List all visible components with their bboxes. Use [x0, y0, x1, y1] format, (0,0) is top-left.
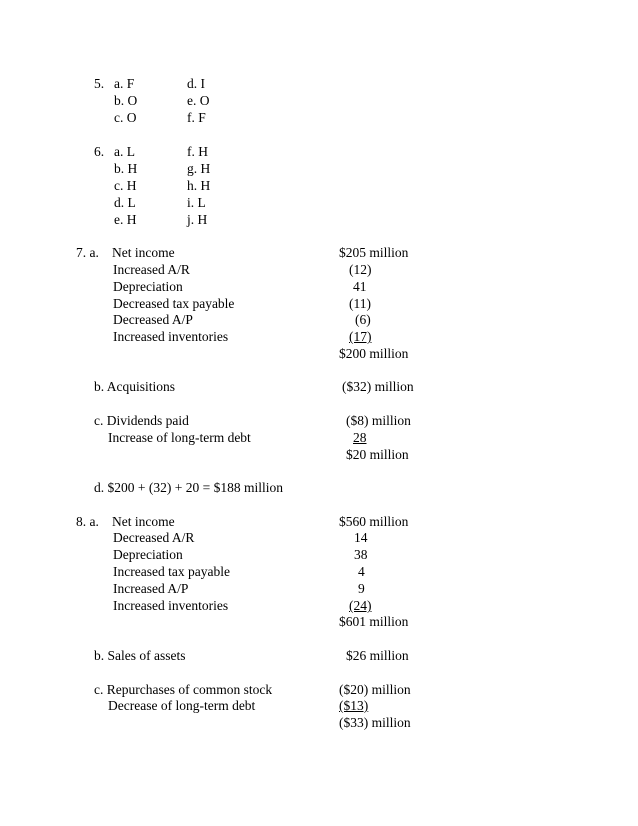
q7a-label: Increased A/R [113, 262, 190, 277]
q8a-total: $601 million [339, 614, 409, 629]
q7a-label: Increased inventories [113, 329, 229, 344]
q8c-value: ($13) [339, 698, 369, 713]
q8a-value: (24) [349, 598, 372, 613]
q6-answer-g: g. H [187, 161, 211, 176]
q7b-value: ($32) million [342, 379, 414, 394]
q7a-label: Net income [112, 245, 175, 260]
q7c-label: Increase of long-term debt [108, 430, 251, 445]
q8c-total: ($33) million [339, 715, 411, 730]
q8a-value: 9 [358, 581, 365, 596]
q6-answer-b: b. H [114, 161, 138, 176]
q7c-value: 28 [353, 430, 367, 445]
q7a-label: Decreased tax payable [113, 296, 235, 311]
q7-number: 7. a. [76, 245, 99, 260]
q5-answer-f: f. F [187, 110, 206, 125]
q7d-text: d. $200 + (32) + 20 = $188 million [94, 480, 283, 495]
q7a-value: (6) [355, 312, 371, 327]
q6-answer-e: e. H [114, 212, 137, 227]
q5-answer-c: c. O [114, 110, 137, 125]
q7c-total: $20 million [346, 447, 409, 462]
q8a-label: Increased A/P [113, 581, 189, 596]
q6-answer-f: f. H [187, 144, 208, 159]
q8c-label: Decrease of long-term debt [108, 698, 256, 713]
q7a-label: Decreased A/P [113, 312, 193, 327]
q5-answer-a: a. F [114, 76, 135, 91]
q7a-label: Depreciation [113, 279, 183, 294]
q8a-value: $560 million [339, 514, 409, 529]
q8a-label: Increased tax payable [113, 564, 230, 579]
q8a-label: Decreased A/R [113, 530, 195, 545]
q7a-value: 41 [353, 279, 367, 294]
q8c-value: ($20) million [339, 682, 411, 697]
q8c-label: c. Repurchases of common stock [94, 682, 273, 697]
q7c-value: ($8) million [346, 413, 411, 428]
q5-answer-b: b. O [114, 93, 138, 108]
q8a-label: Net income [112, 514, 175, 529]
q8a-value: 38 [354, 547, 368, 562]
q8a-label: Depreciation [113, 547, 183, 562]
q6-number: 6. [94, 144, 105, 159]
q5-number: 5. [94, 76, 105, 91]
q6-answer-j: j. H [187, 212, 208, 227]
q7a-value: (17) [349, 329, 372, 344]
q5-answer-e: e. O [187, 93, 210, 108]
q7b-label: b. Acquisitions [94, 379, 176, 394]
q7a-total: $200 million [339, 346, 409, 361]
q8a-value: 4 [358, 564, 365, 579]
q8a-label: Increased inventories [113, 598, 229, 613]
q8b-value: $26 million [346, 648, 409, 663]
q8-number: 8. a. [76, 514, 99, 529]
q7a-value: $205 million [339, 245, 409, 260]
q6-answer-i: i. L [187, 195, 206, 210]
q5-answer-d: d. I [187, 76, 205, 91]
q6-answer-d: d. L [114, 195, 136, 210]
q7a-value: (11) [349, 296, 371, 311]
q8a-value: 14 [354, 530, 368, 545]
q6-answer-c: c. H [114, 178, 137, 193]
q8b-label: b. Sales of assets [94, 648, 186, 663]
q6-answer-a: a. L [114, 144, 135, 159]
q6-answer-h: h. H [187, 178, 211, 193]
q7c-label: c. Dividends paid [94, 413, 189, 428]
q7a-value: (12) [349, 262, 372, 277]
